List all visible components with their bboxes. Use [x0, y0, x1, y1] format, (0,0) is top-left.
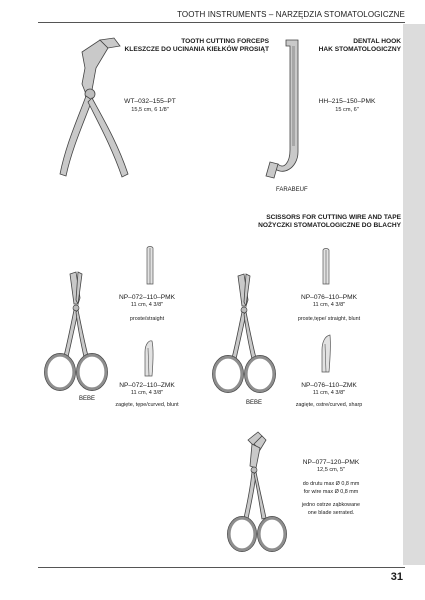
angled-scissors-code: NP–077–120–PMK [302, 459, 360, 466]
scissors-1-note: proste/straight [129, 316, 165, 322]
side-strip [403, 24, 425, 565]
tip-straight-blunt-icon [144, 246, 156, 286]
scissors-3-note: proste,tępe/ straight, blunt [297, 316, 361, 322]
angled-scissors-note2-en: one blade serrated. [307, 510, 355, 516]
scissors-2-size: 11 cm, 4 3/8" [130, 390, 164, 396]
angled-wire-scissors-image [222, 428, 296, 558]
scissors-2-code: NP–072–110–ZMK [119, 382, 175, 389]
forceps-title-en: TOOTH CUTTING FORCEPS [181, 38, 269, 45]
forceps-size: 15,5 cm, 6 1/8" [131, 107, 169, 113]
scissors-3-code: NP–076–110–PMK [301, 294, 357, 301]
forceps-code: WT–032–155–PT [124, 98, 176, 105]
scissors-4-note: zagięte, ostre/curved, sharp [295, 402, 363, 408]
scissors-4-code: NP–076–110–ZMK [301, 382, 357, 389]
page-number: 31 [390, 571, 403, 583]
dental-hook-image [262, 36, 308, 186]
scissors-2-note: zagięte, tępe/curved, blunt [115, 402, 179, 408]
hook-code: HH–215–150–PMK [318, 98, 376, 105]
angled-scissors-size: 12,5 cm, 5" [316, 467, 346, 473]
tip-straight-blunt-icon-2 [320, 248, 332, 286]
header-divider [38, 22, 405, 23]
scissors-4-size: 11 cm, 4 3/8" [312, 390, 346, 396]
angled-scissors-note-pl: do drutu max Ø 0,8 mm [302, 481, 360, 487]
angled-scissors-note-en: for wire max Ø 0,8 mm [303, 489, 359, 495]
hook-size: 15 cm, 6" [335, 107, 359, 113]
tip-curved-blunt-icon [141, 338, 157, 378]
scissors-title-pl: NOŻYCZKI STOMATOLOGICZNE DO BLACHY [258, 222, 401, 229]
forceps-title-pl: KLESZCZE DO UCINANIA KIEŁKÓW PROSIĄT [124, 46, 269, 53]
scissors-1-code: NP–072–110–PMK [119, 294, 175, 301]
tip-curved-sharp-icon [318, 334, 334, 374]
page-header-title: TOOTH INSTRUMENTS – NARZĘDZIA STOMATOLOGICZNE [177, 10, 405, 19]
bebe-label-left: BEBE [79, 396, 96, 402]
scissors-3-size: 11 cm, 4 3/8" [312, 302, 346, 308]
bebe-scissors-left-image [40, 268, 110, 398]
hook-title-pl: HAK STOMATOLOGICZNY [318, 46, 401, 53]
bebe-scissors-right-image [208, 270, 278, 400]
hook-label-farabeuf: FARABEUF [276, 187, 308, 193]
hook-title-en: DENTAL HOOK [353, 38, 401, 45]
angled-scissors-note2-pl: jedno ostrze ząbkowane [301, 502, 361, 508]
tooth-cutting-forceps-image [52, 34, 136, 194]
bebe-label-right: BEBE [246, 400, 263, 406]
scissors-title-en: SCISSORS FOR CUTTING WIRE AND TAPE [266, 214, 401, 221]
scissors-1-size: 11 cm, 4 3/8" [130, 302, 164, 308]
footer-divider [38, 567, 405, 568]
